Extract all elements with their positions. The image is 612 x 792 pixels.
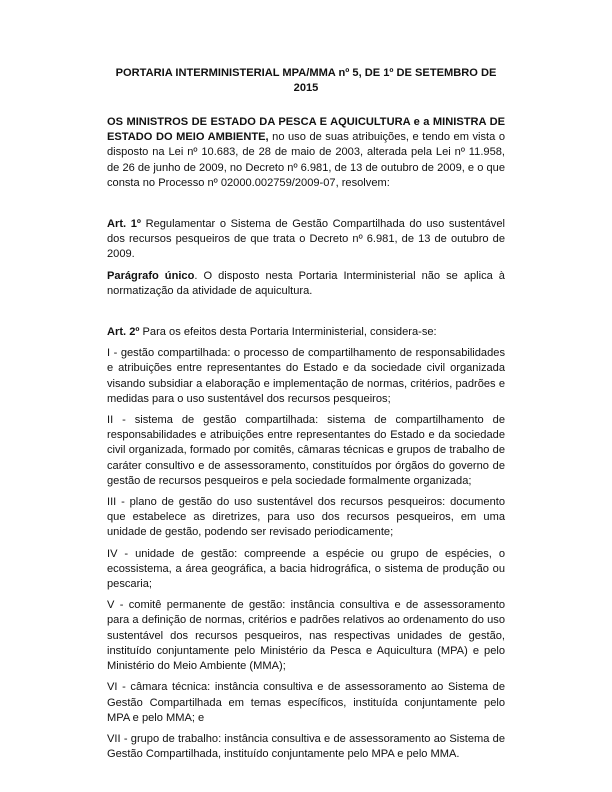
document-title: PORTARIA INTERMINISTERIAL MPA/MMA nº 5, DE 1º DE SETEMBRO DE 2015 [115, 67, 497, 94]
definition-item-iv: IV - unidade de gestão: compreende a espécie ou grupo de espécies, o ecossistema, a área geográfica, a bacia hidrográfica, o sistema de produção ou pescaria; [107, 547, 505, 591]
article-1-text: Regulamentar o Sistema de Gestão Compartilhada do uso sustentável dos recursos pesqueiros de que trata o Decreto nº 6.981, de 13 de outubro de 2009. [107, 218, 505, 261]
article-2 [107, 325, 505, 340]
definition-item-iii: III - plano de gestão do uso sustentável dos recursos pesqueiros: documento que estabelece as diretrizes, para uso dos recursos pesqueiros, em uma unidade de gestão, podendo ser revisado periodicamente; [107, 496, 505, 539]
paragrafo-unico [107, 269, 505, 299]
article-1-label: Art. 1º [107, 218, 141, 231]
preamble-bold-lead: OS MINISTROS DE ESTADO DA PESCA E AQUICULTURA e a MINISTRA DE ESTADO DO MEIO AMBIENTE, [107, 116, 505, 144]
definition-item-ii: II - sistema de gestão compartilhada: sistema de compartilhamento de responsabilidades e atribuições entre representantes do Estado e da sociedade civil organizada, formado por comitês, câmaras técnicas e grupos de trabalho de caráter consultivo e de assessoramento, constituídos por órgãos do governo de gestão de recursos pesqueiros e pela sociedade formalmente organizada; [107, 414, 505, 487]
article-2-text: Para os efeitos desta Portaria Interministerial, considera-se: [139, 326, 437, 339]
definition-item-vi: VI - câmara técnica: instância consultiva e de assessoramento ao Sistema de Gestão Compartilhada em temas específicos, instituída conjuntamente pelo MPA e pelo MMA; e [107, 681, 505, 724]
preamble-text: no uso de suas atribuições, e tendo em vista o disposto na Lei nº 10.683, de 28 de maio de 2003, alterada pela Lei nº 11.958, de 26 de junho de 2009, no Decreto nº 6.981, de 13 de outubro de 2009, e o que consta no Processo nº 02000.002759/2009-07, resolvem: [107, 131, 506, 189]
definition-item-i: I - gestão compartilhada: o processo de compartilhamento de responsabilidades e atribuições entre representantes do Estado e da sociedade civil organizada visando subsidiar a elaboração e implementação de normas, critérios, padrões e medidas para o uso sustentável dos recursos pesqueiros; [107, 347, 505, 405]
article-2-label: Art. 2º [107, 326, 140, 339]
preamble-paragraph [107, 115, 505, 191]
paragrafo-unico-text: . O disposto nesta Portaria Interministerial não se aplica à normatização da atividade de aquicultura. [107, 269, 505, 297]
definition-item-v: V - comitê permanente de gestão: instância consultiva e de assessoramento para a definição de normas, critérios e padrões relativos ao ordenamento do uso sustentável dos recursos pesqueiros, nas respectivas unidades de gestão, instituído conjuntamente pelo Ministério da Pesca e Aquicultura (MPA) e pelo Ministério do Meio Ambiente (MMA); [107, 599, 505, 673]
definition-item-vii: VII - grupo de trabalho: instância consultiva e de assessoramento ao Sistema de Gestão Compartilhada, instituído conjuntamente pelo MPA e pelo MMA. [107, 732, 505, 761]
paragrafo-unico-label: Parágrafo único [107, 269, 195, 282]
article-1 [107, 217, 505, 263]
document-page [107, 66, 505, 768]
